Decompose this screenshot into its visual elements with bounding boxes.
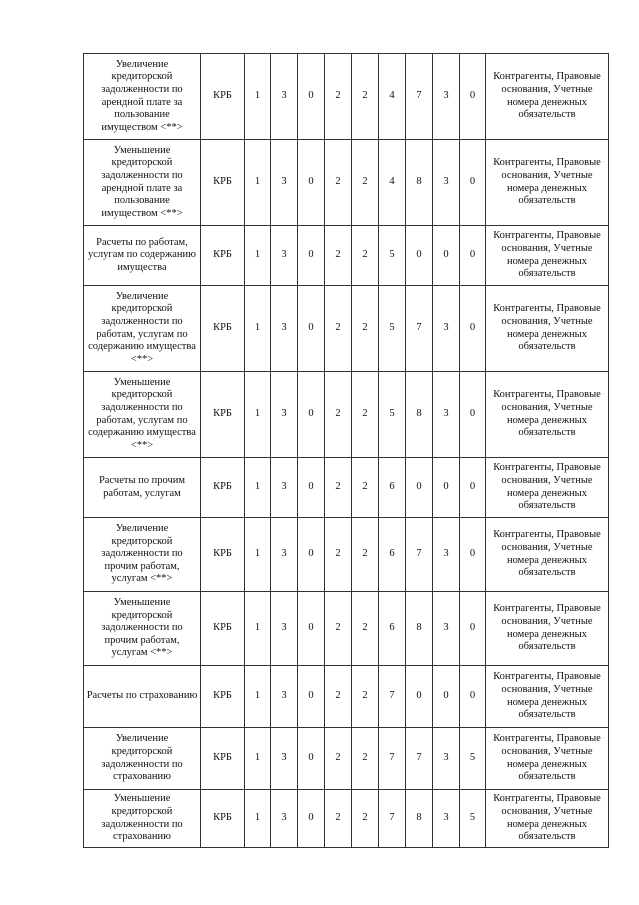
row-code: КРБ [201, 518, 245, 592]
account-digit-5: 2 [352, 140, 379, 226]
account-digit-6: 6 [379, 518, 406, 592]
row-code: КРБ [201, 286, 245, 372]
account-digit-1: 1 [245, 592, 271, 666]
account-digit-4: 2 [325, 286, 352, 372]
account-digit-4: 2 [325, 728, 352, 790]
account-digit-7: 7 [406, 286, 433, 372]
table-row [84, 518, 609, 592]
account-digit-6: 7 [379, 790, 406, 848]
account-digit-5: 2 [352, 226, 379, 286]
table-row [84, 140, 609, 226]
account-digit-6: 7 [379, 728, 406, 790]
row-code: КРБ [201, 372, 245, 458]
account-digit-6: 4 [379, 54, 406, 140]
account-digit-8: 3 [433, 286, 460, 372]
account-digit-2: 3 [271, 666, 298, 728]
account-digit-5: 2 [352, 54, 379, 140]
row-code: КРБ [201, 54, 245, 140]
table-row [84, 54, 609, 140]
row-analytics: Контрагенты, Правовые основания, Учетные номера денежных обязательств [486, 54, 609, 140]
account-digit-8: 3 [433, 140, 460, 226]
account-digit-6: 6 [379, 458, 406, 518]
account-digit-7: 7 [406, 728, 433, 790]
table-row [84, 372, 609, 458]
account-digit-4: 2 [325, 790, 352, 848]
account-digit-1: 1 [245, 140, 271, 226]
row-description: Расчеты по страхованию [84, 666, 201, 728]
row-code: КРБ [201, 790, 245, 848]
account-digit-5: 2 [352, 592, 379, 666]
account-digit-7: 7 [406, 54, 433, 140]
account-digit-3: 0 [298, 140, 325, 226]
account-digit-4: 2 [325, 372, 352, 458]
table-row [84, 286, 609, 372]
account-digit-9: 0 [460, 140, 486, 226]
row-analytics: Контрагенты, Правовые основания, Учетные номера денежных обязательств [486, 728, 609, 790]
account-digit-9: 0 [460, 226, 486, 286]
account-digit-1: 1 [245, 458, 271, 518]
account-digit-6: 7 [379, 666, 406, 728]
account-digit-9: 5 [460, 790, 486, 848]
account-digit-4: 2 [325, 666, 352, 728]
account-digit-8: 3 [433, 728, 460, 790]
account-digit-2: 3 [271, 458, 298, 518]
account-digit-1: 1 [245, 286, 271, 372]
row-analytics: Контрагенты, Правовые основания, Учетные номера денежных обязательств [486, 372, 609, 458]
row-analytics: Контрагенты, Правовые основания, Учетные номера денежных обязательств [486, 592, 609, 666]
account-digit-4: 2 [325, 54, 352, 140]
account-digit-3: 0 [298, 226, 325, 286]
account-digit-6: 6 [379, 592, 406, 666]
account-digit-3: 0 [298, 286, 325, 372]
account-digit-6: 5 [379, 286, 406, 372]
account-digit-8: 3 [433, 518, 460, 592]
row-description: Увеличение кредиторской задолженности по работам, услугам по содержанию имущества <**> [84, 286, 201, 372]
row-analytics: Контрагенты, Правовые основания, Учетные номера денежных обязательств [486, 458, 609, 518]
row-analytics: Контрагенты, Правовые основания, Учетные номера денежных обязательств [486, 518, 609, 592]
account-digit-3: 0 [298, 518, 325, 592]
account-digit-7: 0 [406, 666, 433, 728]
account-digit-5: 2 [352, 372, 379, 458]
row-analytics: Контрагенты, Правовые основания, Учетные номера денежных обязательств [486, 790, 609, 848]
table-row [84, 226, 609, 286]
account-digit-3: 0 [298, 790, 325, 848]
account-digit-3: 0 [298, 458, 325, 518]
account-digit-1: 1 [245, 226, 271, 286]
account-digit-1: 1 [245, 666, 271, 728]
account-digit-5: 2 [352, 666, 379, 728]
account-digit-2: 3 [271, 226, 298, 286]
account-digit-1: 1 [245, 728, 271, 790]
account-digit-3: 0 [298, 666, 325, 728]
account-digit-9: 0 [460, 286, 486, 372]
account-digit-1: 1 [245, 518, 271, 592]
row-description: Увеличение кредиторской задолженности по прочим работам, услугам <**> [84, 518, 201, 592]
account-digit-7: 7 [406, 518, 433, 592]
table-body [84, 54, 609, 848]
row-code: КРБ [201, 226, 245, 286]
account-digit-4: 2 [325, 458, 352, 518]
account-digit-6: 5 [379, 372, 406, 458]
account-digit-7: 8 [406, 140, 433, 226]
row-code: КРБ [201, 592, 245, 666]
table-row [84, 728, 609, 790]
account-digit-9: 0 [460, 518, 486, 592]
account-digit-9: 0 [460, 54, 486, 140]
account-digit-5: 2 [352, 518, 379, 592]
row-description: Расчеты по прочим работам, услугам [84, 458, 201, 518]
account-digit-8: 0 [433, 226, 460, 286]
row-analytics: Контрагенты, Правовые основания, Учетные номера денежных обязательств [486, 286, 609, 372]
row-description: Расчеты по работам, услугам по содержанию имущества [84, 226, 201, 286]
account-digit-8: 3 [433, 592, 460, 666]
account-digit-8: 3 [433, 790, 460, 848]
account-digit-2: 3 [271, 790, 298, 848]
account-digit-4: 2 [325, 140, 352, 226]
account-digit-9: 0 [460, 372, 486, 458]
row-analytics: Контрагенты, Правовые основания, Учетные номера денежных обязательств [486, 140, 609, 226]
table-row [84, 666, 609, 728]
account-digit-9: 0 [460, 666, 486, 728]
account-digit-6: 4 [379, 140, 406, 226]
account-digit-7: 8 [406, 790, 433, 848]
account-digit-5: 2 [352, 728, 379, 790]
accounts-table [83, 53, 609, 848]
table-row [84, 592, 609, 666]
account-digit-1: 1 [245, 790, 271, 848]
account-digit-2: 3 [271, 592, 298, 666]
row-analytics: Контрагенты, Правовые основания, Учетные номера денежных обязательств [486, 226, 609, 286]
account-digit-2: 3 [271, 372, 298, 458]
account-digit-2: 3 [271, 54, 298, 140]
account-digit-8: 3 [433, 54, 460, 140]
row-code: КРБ [201, 140, 245, 226]
account-digit-2: 3 [271, 140, 298, 226]
row-code: КРБ [201, 666, 245, 728]
account-digit-2: 3 [271, 518, 298, 592]
account-digit-7: 0 [406, 226, 433, 286]
account-digit-6: 5 [379, 226, 406, 286]
row-description: Уменьшение кредиторской задолженности по прочим работам, услугам <**> [84, 592, 201, 666]
account-digit-3: 0 [298, 372, 325, 458]
table-row [84, 790, 609, 848]
account-digit-5: 2 [352, 286, 379, 372]
account-digit-9: 0 [460, 458, 486, 518]
account-digit-4: 2 [325, 226, 352, 286]
account-digit-1: 1 [245, 372, 271, 458]
account-digit-8: 0 [433, 666, 460, 728]
row-description: Уменьшение кредиторской задолженности по работам, услугам по содержанию имущества <**> [84, 372, 201, 458]
account-digit-9: 5 [460, 728, 486, 790]
account-digit-8: 3 [433, 372, 460, 458]
account-digit-4: 2 [325, 592, 352, 666]
account-digit-9: 0 [460, 592, 486, 666]
row-analytics: Контрагенты, Правовые основания, Учетные номера денежных обязательств [486, 666, 609, 728]
account-digit-7: 8 [406, 372, 433, 458]
account-digit-3: 0 [298, 592, 325, 666]
row-description: Уменьшение кредиторской задолженности по страхованию [84, 790, 201, 848]
table-row [84, 458, 609, 518]
row-description: Увеличение кредиторской задолженности по страхованию [84, 728, 201, 790]
account-digit-7: 0 [406, 458, 433, 518]
row-description: Уменьшение кредиторской задолженности по арендной плате за пользование имуществом <**> [84, 140, 201, 226]
account-digit-8: 0 [433, 458, 460, 518]
account-digit-2: 3 [271, 286, 298, 372]
row-code: КРБ [201, 728, 245, 790]
account-digit-5: 2 [352, 458, 379, 518]
account-digit-5: 2 [352, 790, 379, 848]
account-digit-3: 0 [298, 54, 325, 140]
account-digit-2: 3 [271, 728, 298, 790]
account-digit-1: 1 [245, 54, 271, 140]
row-description: Увеличение кредиторской задолженности по арендной плате за пользование имуществом <**> [84, 54, 201, 140]
row-code: КРБ [201, 458, 245, 518]
account-digit-7: 8 [406, 592, 433, 666]
account-digit-4: 2 [325, 518, 352, 592]
account-digit-3: 0 [298, 728, 325, 790]
